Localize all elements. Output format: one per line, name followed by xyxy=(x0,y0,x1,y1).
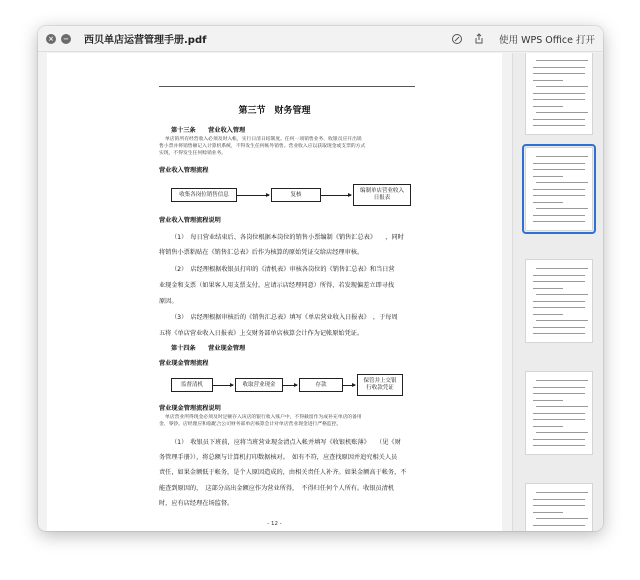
thumbnail-text-line xyxy=(533,195,585,196)
flow1-step-line: 业现金和支票（如果客人用支票支付，应请示店经理同意）所得，若发现偏差立即寻找 xyxy=(159,282,395,289)
thumbnail-text-line xyxy=(533,73,585,74)
thumbnail-text-line xyxy=(533,387,585,388)
flow-arrow xyxy=(321,195,351,196)
flow2-intro-line: 金、零钞。店经理应和临配合公司财务部单店核算会计对单店营业现金进行严格监控。 xyxy=(159,422,342,427)
thumbnail-text-line xyxy=(536,86,588,87)
thumbnail-text-line xyxy=(533,419,585,420)
thumbnail-text-line xyxy=(533,281,585,282)
thumbnail-text-line xyxy=(533,106,563,107)
thumbnail-text-line xyxy=(536,156,588,157)
thumbnail-text-line xyxy=(536,294,588,295)
thumbnail-text-line xyxy=(533,445,585,446)
page-thumbnail[interactable] xyxy=(525,259,593,343)
article-13-body-line: 售小票并将销售额记入计算机系统，不得发生任何帐外销售。营业收入应以获取现金或支票的方式 xyxy=(159,144,366,149)
flow1-step-line: （1） 每日营业结束后、各岗位根据本岗位的销售小票编制《销售汇总表》 ，同时 xyxy=(171,234,404,241)
section-title: 第三节 财务管理 xyxy=(238,106,311,116)
thumbnail-text-line xyxy=(533,119,585,120)
page-thumbnail-current[interactable] xyxy=(525,147,593,231)
flow1-step-line: 五将《单店营业收入日报表》上交财务部单店核算会计作为记帐原始凭证。 xyxy=(159,330,364,337)
thumbnail-text-line xyxy=(533,426,563,427)
flow-box: 监督清机 xyxy=(171,378,213,392)
thumbnail-text-line xyxy=(533,301,585,302)
thumbnail-text-line xyxy=(536,112,588,113)
page-thumbnail[interactable] xyxy=(525,53,593,135)
flow2-step-line: 时，应有店经理在场监督。 xyxy=(159,500,234,507)
thumbnail-text-line xyxy=(536,320,588,321)
thumbnail-text-line xyxy=(533,288,563,289)
minimize-button[interactable]: − xyxy=(61,34,71,44)
pdf-page xyxy=(47,53,502,531)
flow2-heading: 营业现金管理流程 xyxy=(159,360,209,367)
thumbnail-text-line xyxy=(533,505,585,506)
flow1-step-line: （3） 店经理根据审核后的《销售汇总表》填写《单店营业收入日报表》 ，于每周 xyxy=(171,314,398,321)
article-13-title: 第十三条 营业收入管理 xyxy=(171,127,246,134)
page-thumbnail[interactable] xyxy=(525,371,593,455)
thumbnail-text-line xyxy=(536,208,588,209)
thumbnail-text-line xyxy=(533,525,585,526)
thumbnail-text-line xyxy=(533,176,563,177)
flow1-step-line: （2） 店经理根据收银员打印的《清机表》审核各岗位的《销售汇总表》和当日营 xyxy=(171,266,395,273)
flow-arrow xyxy=(343,385,355,386)
pen-circle-icon[interactable] xyxy=(451,33,463,45)
flow2-step-line: 能查到原因的， 这部分高出金额应作为营业所得， 不得归任何个人所有。收银员清机 xyxy=(159,485,395,492)
thumbnail-text-line xyxy=(536,432,588,433)
article-13-body-line: 实现，不得发生任何赊销业务。 xyxy=(159,151,227,156)
thumbnail-text-line xyxy=(533,163,585,164)
thumbnail-text-line xyxy=(533,169,585,170)
thumbnail-text-line xyxy=(533,67,585,68)
flow2-step-line: 务管理手册》），将总额与计算机打印数据核对。 如有不符，应查找原因并追究相关人员 xyxy=(159,454,398,461)
thumbnail-text-line xyxy=(533,333,585,334)
thumbnail-text-line xyxy=(536,518,588,519)
thumbnail-text-line xyxy=(533,393,585,394)
file-title: 西贝单店运营管理手册.pdf xyxy=(84,35,207,46)
flow2-step-line: （1） 收银员下班前，应将当班营业现金清点入帐并填写《收银机账薄》 （见《财 xyxy=(171,439,401,446)
thumbnail-text-line xyxy=(533,314,563,315)
thumbnail-text-line xyxy=(533,327,585,328)
flow-box: 存款 xyxy=(299,378,343,392)
thumbnail-text-line xyxy=(536,268,588,269)
article-14-title: 第十四条 营业现金管理 xyxy=(171,345,246,352)
thumbnail-text-line xyxy=(533,275,585,276)
open-with-wps-button[interactable]: 使用 WPS Office 打开 xyxy=(499,34,595,46)
thumbnail-text-line xyxy=(533,439,585,440)
flow-box: 复核 xyxy=(271,188,321,202)
thumbnail-text-line xyxy=(533,413,585,414)
flow2-intro-line: 单店营业所得现金必须及时足额存入该店的银行收入账户中，不得截留作为成补充单店的备用 xyxy=(165,415,362,420)
close-button[interactable]: × xyxy=(46,34,56,44)
share-icon[interactable] xyxy=(473,33,485,45)
thumbnail-text-line xyxy=(536,492,588,493)
thumbnail-text-line xyxy=(533,499,585,500)
thumbnail-text-line xyxy=(533,125,585,126)
flow-box: 保管并上交银行收款凭证 xyxy=(357,374,403,396)
flow-box: 收取营业现金 xyxy=(235,378,283,392)
thumbnail-text-line xyxy=(533,202,563,203)
flow-arrow xyxy=(283,385,297,386)
article-13-body-line: 单店的所有经营收入必须及时入帐，实行日清日结制度。任何一项销售业务、收银员应开出销 xyxy=(165,137,362,142)
page-number: - 12 - xyxy=(267,521,282,527)
flow2-desc-heading: 营业现金管理流程说明 xyxy=(159,405,221,412)
flow-arrow xyxy=(213,385,233,386)
document-area[interactable] xyxy=(38,53,512,531)
thumbnail-text-line xyxy=(533,221,585,222)
flow-arrow xyxy=(237,195,269,196)
thumbnail-text-line xyxy=(533,189,585,190)
flow1-heading: 营业收入管理流程 xyxy=(159,167,209,174)
thumbnail-text-line xyxy=(533,307,585,308)
header-rule xyxy=(159,86,415,87)
flow2-step-line: 责任，如果金额低于帐务，是个人原因造成的，由相关责任人补齐。如果金额高于帐务，不 xyxy=(159,469,407,476)
thumbnail-text-line xyxy=(536,182,588,183)
thumbnail-text-line xyxy=(533,512,563,513)
thumbnail-text-line xyxy=(533,99,585,100)
thumbnail-text-line xyxy=(536,380,588,381)
flow1-desc-heading: 营业收入管理流程说明 xyxy=(159,217,221,224)
flow1-step-line: 将销售小票粘贴在《销售汇总表》后作为核算的原始凭证交给店经理审核。 xyxy=(159,249,364,256)
thumbnail-text-line xyxy=(533,80,563,81)
title-bar xyxy=(38,26,603,52)
flow1-step-line: 原因。 xyxy=(159,298,178,305)
thumbnail-text-line xyxy=(536,60,588,61)
thumbnail-text-line xyxy=(533,400,563,401)
flow-box: 编制单店营业收入日报表 xyxy=(353,184,411,206)
thumbnail-text-line xyxy=(536,406,588,407)
thumbnail-text-line xyxy=(533,215,585,216)
flow-box: 收集各岗位销售信息 xyxy=(171,188,237,202)
thumbnail-sidebar[interactable] xyxy=(512,53,603,531)
thumbnail-text-line xyxy=(533,93,585,94)
pdf-viewer-window xyxy=(38,26,603,531)
page-thumbnail[interactable] xyxy=(525,483,593,531)
